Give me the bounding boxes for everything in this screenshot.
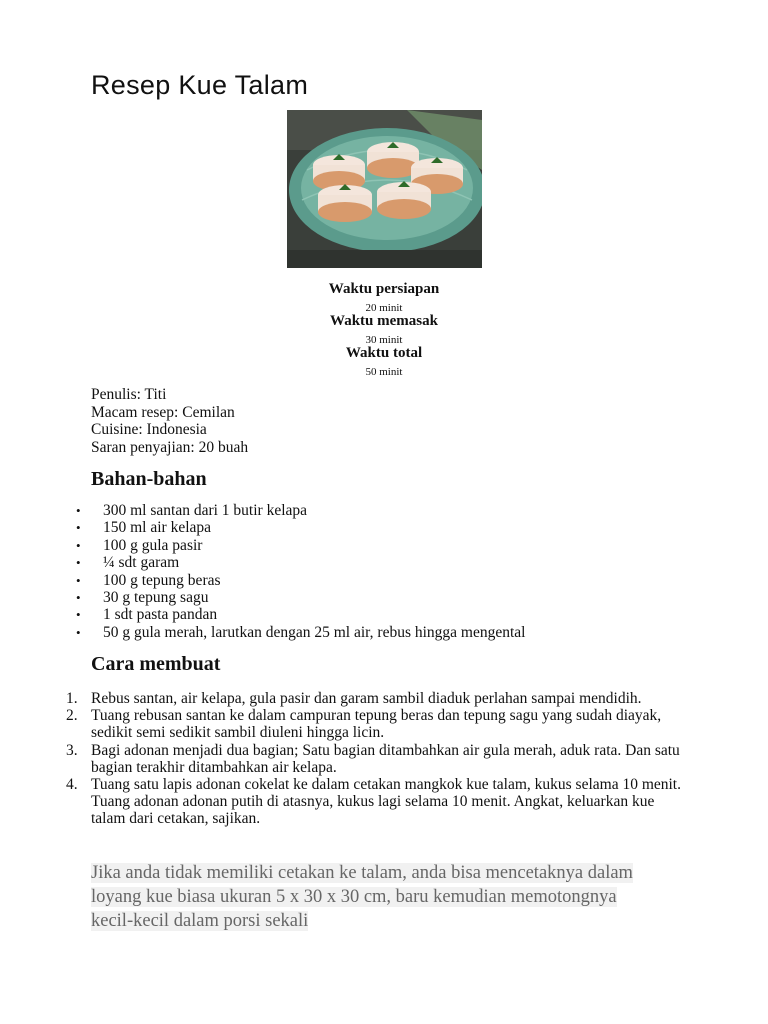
list-item xyxy=(66,776,686,828)
serving-line: Saran penyajian: 20 buah xyxy=(91,438,249,456)
total-time-label: Waktu total xyxy=(345,345,423,361)
list-item xyxy=(66,742,686,776)
step-number: 2. xyxy=(66,707,78,725)
list-item: • ¼ sdt garam xyxy=(76,554,526,571)
list-item: • 100 g tepung beras xyxy=(76,572,526,589)
cook-time-value: 30 minit xyxy=(365,334,403,346)
cuisine-line: Cuisine: Indonesia xyxy=(91,421,207,438)
ingredients-heading: Bahan-bahan xyxy=(91,468,207,490)
step-text: Tuang rebusan santan ke dalam campuran tepung beras dan tepung sagu yang sudah diayak, sedikit semi sedikit sambil diuleni hingga licin. xyxy=(91,707,662,742)
prep-time-label: Waktu persiapan xyxy=(328,281,440,297)
list-item: • 1 sdt pasta pandan xyxy=(76,606,526,623)
note-paragraph xyxy=(91,861,651,933)
list-item: • 50 g gula merah, larutkan dengan 25 ml air, rebus hingga mengental xyxy=(76,624,526,641)
list-item xyxy=(66,707,686,741)
step-text: Rebus santan, air kelapa, gula pasir dan garam sambil diaduk perlahan sampai mendidih. xyxy=(91,690,642,707)
kue-talam-photo xyxy=(287,110,482,268)
author-line: Penulis: Titi xyxy=(91,386,167,403)
step-number: 1. xyxy=(66,690,78,707)
ingredients-list xyxy=(76,502,526,641)
total-time-value: 50 minit xyxy=(365,366,403,378)
list-item: • 30 g tepung sagu xyxy=(76,589,526,606)
step-number: 4. xyxy=(66,776,78,794)
step-number: 3. xyxy=(66,741,78,759)
note-text: Jika anda tidak memiliki cetakan ke talam, anda bisa mencetaknya dalam loyang kue biasa ukuran 5 x 30 x 30 cm, baru kemudian memotongnya kecil-kecil dalam porsi sekali xyxy=(91,863,633,931)
prep-time-value: 20 minit xyxy=(365,302,403,314)
page-title: Resep Kue Talam xyxy=(91,70,309,100)
step-text: Tuang satu lapis adonan cokelat ke dalam cetakan mangkok kue talam, kukus selama 10 menit. Tuang adonan adonan putih di atasnya, kukus lagi selama 10 menit. Angkat, keluarkan kue talam dari cetakan, sajikan. xyxy=(91,776,681,828)
list-item: • 100 g gula pasir xyxy=(76,537,526,554)
list-item: • 150 ml air kelapa xyxy=(76,519,526,536)
recipe-type-line: Macam resep: Cemilan xyxy=(91,403,235,421)
list-item xyxy=(66,690,686,707)
recipe-meta xyxy=(91,386,248,456)
list-item: • 300 ml santan dari 1 butir kelapa xyxy=(76,502,526,519)
step-text: Bagi adonan menjadi dua bagian; Satu bagian ditambahkan air gula merah, aduk rata. Dan satu bagian terakhir ditambahkan air kelapa. xyxy=(91,741,680,776)
steps-heading: Cara membuat xyxy=(91,653,221,675)
steps-list xyxy=(66,690,686,828)
cook-time-label: Waktu memasak xyxy=(330,313,438,329)
